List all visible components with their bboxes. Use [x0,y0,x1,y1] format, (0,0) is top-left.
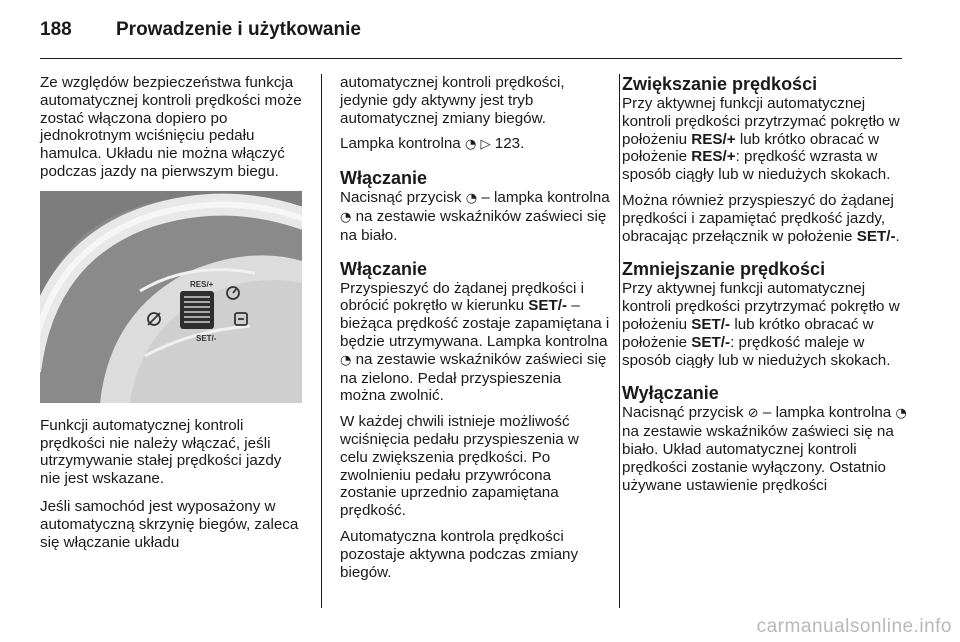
page-number: 188 [40,19,72,40]
text: na zestawie wskaźników zaświeci się na zielono. Pedał przyspieszenia można zwolnić. [340,350,607,405]
section-heading: Włączanie [340,258,428,279]
set-label: SET/- [196,333,217,343]
paragraph [622,404,912,494]
column-1 [40,74,302,561]
paragraph [340,135,610,154]
cruise-control-icon: ◔ [340,209,352,225]
paragraph [622,192,912,245]
watermark: carmanualsonline.info [756,616,952,637]
text: Przy aktywnej funkcji automatycznej kontroli prędkości przytrzymać pokrętło w położeniu [622,95,900,148]
cruise-control-icon: ◔ [465,191,478,207]
text: na zestawie wskaźników zaświeci się na biało. Układ automatycznej kontroli prędkości zostanie wyłączony. Ostatnio używane ustawienie prędkości [622,423,894,494]
text: lub krótko obracać w położenie [622,315,874,351]
cruise-control-icon: ◔ [895,406,907,422]
steering-wheel-illustration [40,191,302,403]
cruise-off-icon: ⊘ [747,406,759,422]
text: : prędkość maleje w sposób ciągły lub w niedużych skokach. [622,333,891,369]
paragraph: Funkcji automatycznej kontroli prędkości nie należy włączać, jeśli utrzymywanie stałej prędkości jazdy nie jest wskazane. [40,416,282,488]
bold-term: SET/- [691,315,731,333]
column-divider [619,74,620,608]
page-title: Prowadzenie i użytkowanie [116,19,361,40]
page-ref-icon: ▷ [480,137,491,153]
text: Nacisnąć przycisk [622,404,744,422]
section-heading: Włączanie [340,168,428,189]
column-divider [321,74,322,608]
page-reference: 123. [494,135,525,153]
res-label: RES/+ [190,279,214,289]
bold-term: SET/- [691,333,731,351]
steering-wheel-figure [40,191,302,403]
paragraph [622,280,912,369]
paragraph: Ze względów bezpieczeństwa funkcja automatycznej kontroli prędkości może zostać włączona dopiero po jednokrotnym wciśnięciu pedału hamulca. Układu nie można włączyć podczas jazdy na pierwszym biegu. [40,74,302,180]
paragraph [622,95,912,184]
text: Przyspieszyć do żądanej prędkości i obrócić pokrętło w kierunku [340,279,584,315]
paragraph: Automatyczna kontrola prędkości pozostaje aktywna podczas zmiany biegów. [340,527,579,581]
paragraph: automatycznej kontroli prędkości, jedynie gdy aktywny jest tryb automatycznej zmiany biegów. [340,74,565,127]
page-header [40,10,361,50]
text: – lampka kontrolna [481,189,610,207]
bold-term: SET/- [856,227,896,245]
paragraph [340,189,610,244]
text: lub krótko obracać w położenie [622,130,880,166]
text: Nacisnąć przycisk [340,189,462,207]
column-3 [622,74,912,502]
section-heading: Zmniejszanie prędkości [622,259,826,280]
cruise-control-icon: ◔ [464,137,477,153]
text: . [895,227,900,245]
text: na zestawie wskaźników zaświeci się na biało. [340,207,607,244]
bold-term: RES/+ [691,148,736,166]
text: Przy aktywnej funkcji automatycznej kontroli prędkości przytrzymać pokrętło w położeniu [622,280,900,333]
section-heading: Wyłączanie [622,383,719,404]
text: Można również przyspieszyć do żądanej prędkości i zapamiętać prędkość jazdy, obracając przełącznik w położenie [622,191,894,245]
bold-term: SET/- [528,297,568,315]
paragraph: Jeśli samochód jest wyposażony w automatyczną skrzynię biegów, zaleca się włączanie układu [40,497,299,551]
paragraph: W każdej chwili istnieje możliwość wciśnięcia pedału przyspieszenia w celu zwiększenia prędkości. Po zwolnieniu pedału przywrócona zostanie uprzednio zapamiętana prędkość. [340,413,579,520]
text: Lampka kontrolna [340,135,461,153]
header-divider [40,58,902,59]
paragraph [340,280,610,406]
text: – lampka kontrolna [762,404,892,422]
bold-term: RES/+ [691,130,736,148]
cruise-control-icon: ◔ [340,352,352,368]
column-2 [340,74,610,589]
text: – bieżąca prędkość zostaje zapamiętana i będzie utrzymywana. Lampka kontrolna [340,297,610,350]
section-heading: Zwiększanie prędkości [622,74,818,94]
text: : prędkość wzrasta w sposób ciągły lub w niedużych skokach. [622,148,891,184]
